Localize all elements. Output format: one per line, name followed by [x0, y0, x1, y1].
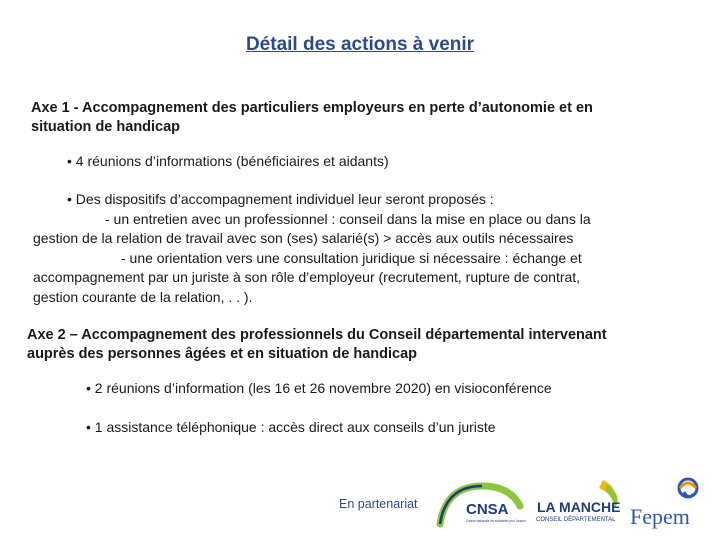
- fepem-logo-text: Fepem: [630, 504, 690, 529]
- axe1-heading-line2: situation de handicap: [31, 119, 181, 135]
- axe1-sub1-line2: gestion de la relation de travail avec son (ses) salarié(s) > accès aux outils nécessaires: [33, 230, 574, 246]
- fepem-logo: [628, 474, 704, 530]
- la-manche-logo: [533, 478, 625, 526]
- axe2-heading: [27, 326, 607, 364]
- cnsa-logo-text: CNSA: [466, 501, 509, 518]
- axe2-heading-line1: Axe 2 – Accompagnement des professionnels du Conseil départemental intervenant: [27, 327, 607, 343]
- cnsa-logo: [436, 478, 526, 528]
- axe1-bullet-dispositifs: • Des dispositifs d’accompagnement individuel leur seront proposés :: [67, 191, 494, 207]
- axe1-sub2-line1: - une orientation vers une consultation juridique si nécessaire : échange et: [121, 249, 582, 266]
- page-title: Détail des actions à venir: [245, 34, 475, 55]
- axe1-sub2-line3: gestion courante de la relation, . . ).: [33, 288, 253, 305]
- cnsa-logo-subtext: Caisse nationale de solidarité pour l'autonomie: [466, 519, 526, 523]
- axe2-heading-line2: auprès des personnes âgées et en situation de handicap: [27, 346, 418, 362]
- partner-label: En partenariat: [339, 497, 418, 511]
- la-manche-logo-text: LA MANCHE: [537, 499, 621, 515]
- la-manche-logo-subtext: CONSEIL DÉPARTEMENTAL: [536, 517, 616, 523]
- axe2-bullet-reunions: • 2 réunions d’information (les 16 et 26 novembre 2020) en visioconférence: [86, 380, 552, 396]
- axe1-heading-line1: Axe 1 - Accompagnement des particuliers employeurs en perte d’autonomie et en: [31, 100, 593, 116]
- axe2-bullet-assistance: • 1 assistance téléphonique : accès direct aux conseils d’un juriste: [86, 419, 496, 435]
- axe1-sub1-line1: - un entretien avec un professionnel : conseil dans la mise en place ou dans la: [105, 210, 591, 227]
- axe1-bullet-reunions: • 4 réunions d’informations (bénéficiaires et aidants): [67, 153, 389, 169]
- axe1-heading: [31, 99, 593, 137]
- axe1-sub2-line2: accompagnement par un juriste à son rôle d’employeur (recrutement, rupture de contrat,: [33, 269, 581, 285]
- axe1-dispositifs-block: [33, 190, 661, 307]
